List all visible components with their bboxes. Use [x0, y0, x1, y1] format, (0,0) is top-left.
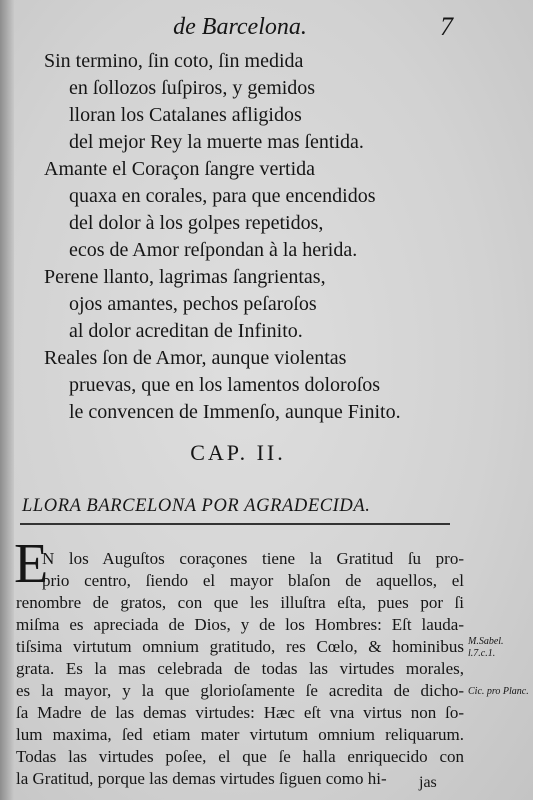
- title-underline: [20, 523, 450, 525]
- prose-line: la Gratitud, porque las demas virtudes ſiguen como hi-: [16, 769, 387, 788]
- prose-line: ſa Madre de las demas virtudes: Hæc eſt vna virtus non ſo-: [16, 703, 464, 722]
- prose-line: tiſsima virtutum omnium gratitudo, res Cœlo, & hominibus: [16, 637, 464, 656]
- prose-line: Todas las virtudes poſee, el que ſe halla enriquecido con: [16, 747, 464, 766]
- verse-line: al dolor acreditan de Infinito.: [69, 320, 303, 342]
- verse-line: del dolor à los golpes repetidos,: [69, 212, 324, 234]
- chapter-title: LLORA BARCELONA POR AGRADECIDA.: [22, 496, 371, 516]
- prose-line: grata. Es la mas celebrada de todas las virtudes morales,: [16, 659, 464, 678]
- prose-line: N los Auguſtos coraçones tiene la Gratitud ſu pro-: [42, 549, 464, 568]
- verse-line: lloran los Catalanes afligidos: [69, 104, 302, 126]
- prose-block: [16, 548, 464, 790]
- verse-line: ojos amantes, pechos peſaroſos: [69, 293, 317, 315]
- verse-line: del mejor Rey la muerte mas ſentida.: [69, 131, 364, 153]
- verse-block: [44, 48, 484, 426]
- verse-line: le convencen de Immenſo, aunque Finito.: [69, 401, 401, 423]
- prose-line: es la mayor, y la que glorioſamente ſe acredita de dicho-: [16, 681, 464, 700]
- verse-line: pruevas, que en los lamentos doloroſos: [69, 374, 381, 396]
- margin-note: Cic. pro Planc.: [468, 686, 529, 697]
- running-head: de Barcelona.: [173, 14, 307, 40]
- verse-line: Perene llanto, lagrimas ſangrientas,: [44, 266, 326, 288]
- chapter-heading: CAP. II.: [190, 440, 286, 465]
- prose-line: renombre de gratos, con que les illuſtra eſta, pues por ſi: [16, 593, 464, 612]
- verse-line: ecos de Amor reſpondan à la herida.: [69, 239, 358, 261]
- catchword: jas: [419, 774, 437, 791]
- drop-cap: E: [14, 533, 49, 595]
- page-gutter-shadow: [0, 0, 14, 800]
- verse-line: Sin termino, ſin coto, ſin medida: [44, 50, 304, 72]
- page-number: 7: [440, 12, 453, 41]
- verse-line: en ſollozos ſuſpiros, y gemidos: [69, 77, 316, 99]
- margin-note: M.Sabel. l.7.c.1.: [468, 636, 504, 659]
- prose-line: miſma es apreciada de Dios, y de los Hombres: Eſt lauda-: [16, 615, 464, 634]
- prose-line: prio centro, ſiendo el mayor blaſon de aquellos, el: [42, 571, 464, 590]
- verse-line: Reales ſon de Amor, aunque violentas: [44, 347, 347, 369]
- verse-line: Amante el Coraçon ſangre vertida: [44, 158, 315, 180]
- verse-line: quaxa en corales, para que encendidos: [69, 185, 376, 207]
- prose-line: lum maxima, ſed etiam mater virtutum omnium reliquarum.: [16, 725, 464, 744]
